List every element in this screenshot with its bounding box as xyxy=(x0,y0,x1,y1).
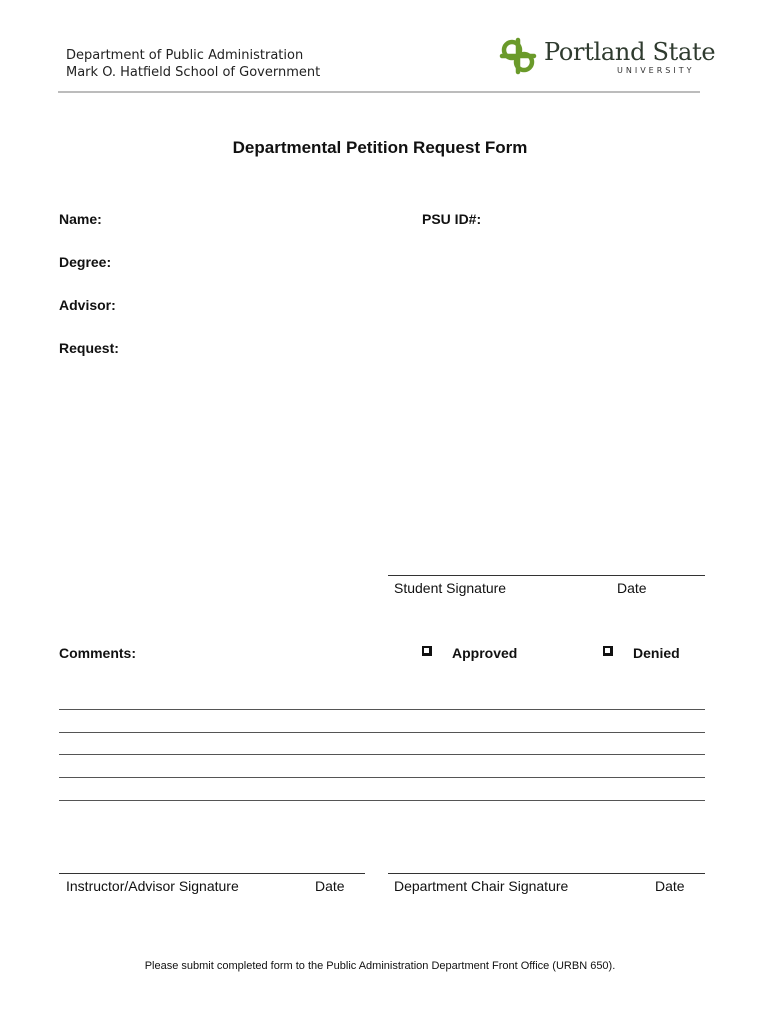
department-name: Department of Public Administration xyxy=(66,48,304,63)
chair-signature-label: Department Chair Signature xyxy=(394,878,569,894)
advisor-label: Advisor: xyxy=(59,297,116,313)
school-name: Mark O. Hatfield School of Government xyxy=(66,65,321,80)
instructor-signature-label: Instructor/Advisor Signature xyxy=(66,878,239,894)
instructor-date-label: Date xyxy=(315,878,345,894)
checkbox-icon xyxy=(603,646,613,656)
comment-line-4 xyxy=(59,777,705,778)
name-label: Name: xyxy=(59,211,102,227)
denied-checkbox[interactable] xyxy=(603,643,613,661)
logo-wordmark: Portland State xyxy=(544,38,716,66)
student-date-label: Date xyxy=(617,580,647,596)
comments-label: Comments: xyxy=(59,645,137,661)
approved-checkbox[interactable] xyxy=(422,643,432,661)
degree-label: Degree: xyxy=(59,254,112,270)
student-signature-line xyxy=(388,575,705,576)
approved-label: Approved xyxy=(452,645,518,661)
header-divider xyxy=(58,91,700,93)
instructor-signature-line xyxy=(59,873,365,874)
comment-line-3 xyxy=(59,754,705,755)
chair-signature-line xyxy=(388,873,705,874)
chair-date-label: Date xyxy=(655,878,685,894)
student-signature-label: Student Signature xyxy=(394,580,507,596)
logo-subtitle: UNIVERSITY xyxy=(617,66,695,75)
checkbox-icon xyxy=(422,646,432,656)
submission-note: Please submit completed form to the Public Administration Department Front Office (URBN 650). xyxy=(144,960,616,972)
psu-logo-icon xyxy=(498,36,538,76)
denied-label: Denied xyxy=(633,645,680,661)
form-title: Departmental Petition Request Form xyxy=(232,138,528,157)
comment-line-1 xyxy=(59,709,705,710)
request-label: Request: xyxy=(59,340,119,356)
psu-id-label: PSU ID#: xyxy=(422,211,482,227)
comment-line-2 xyxy=(59,732,705,733)
comment-line-5 xyxy=(59,800,705,801)
